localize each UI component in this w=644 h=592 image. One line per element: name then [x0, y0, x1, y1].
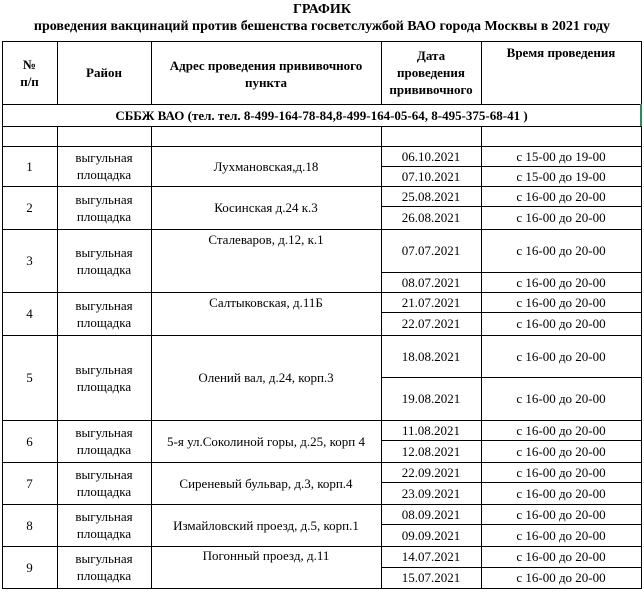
table-border [2, 104, 3, 126]
table-border [381, 482, 642, 483]
document-subtitle: проведения вакцинаций против бешенства госветслужбой ВАО города Москвы в 2021 году [33, 19, 611, 34]
row-num: 9 [26, 559, 33, 575]
row-address: Сталеваров, д.12, к.1 [208, 232, 324, 247]
table-border [2, 292, 642, 293]
row-district: выгульная площадка [75, 361, 133, 394]
table-border [2, 504, 642, 505]
table-border [381, 567, 642, 568]
table-border [381, 524, 642, 525]
row-time: с 16-00 до 20-00 [516, 210, 606, 225]
row-district: выгульная площадка [75, 191, 133, 224]
table-border [2, 104, 642, 105]
row-num: 8 [26, 517, 33, 533]
row-num: 7 [26, 475, 33, 491]
table-border [2, 420, 642, 421]
table-border [641, 126, 642, 589]
row-time: с 16-00 до 20-00 [516, 506, 606, 522]
row-time: с 16-00 до 20-00 [516, 422, 606, 438]
section-title: СББЖ ВАО (тел. тел. 8-499-164-78-84,8-499-164-05-64, 8-495-375-68-41 ) [115, 107, 528, 123]
row-district: выгульная площадка [75, 244, 133, 277]
table-border [381, 126, 382, 589]
table-border [2, 335, 642, 336]
table-border [381, 272, 642, 273]
table-border [381, 206, 642, 207]
row-time: с 16-00 до 20-00 [516, 527, 606, 543]
table-border [381, 41, 382, 104]
row-district: выгульная площадка [75, 297, 133, 330]
row-address: Косинская д.24 к.3 [214, 200, 318, 215]
row-district: выгульная площадка [75, 425, 133, 457]
row-date: 09.09.2021 [401, 527, 461, 543]
table-border [2, 588, 642, 589]
table-border [151, 41, 152, 104]
row-district: выгульная площадка [75, 150, 133, 182]
row-date: 07.07.2021 [401, 243, 461, 258]
header-address: Адрес проведения прививочного пункта [169, 58, 363, 90]
row-address: Олений вал, д.24, корп.3 [198, 370, 334, 385]
row-time: с 16-00 до 20-00 [516, 570, 606, 585]
row-time: с 16-00 до 20-00 [516, 464, 606, 480]
table-border [2, 41, 642, 42]
row-time: с 16-00 до 20-00 [516, 443, 606, 459]
row-time: с 16-00 до 20-00 [516, 549, 606, 564]
row-time: с 15-00 до 19-00 [516, 168, 606, 184]
row-district: выгульная площадка [75, 467, 133, 499]
row-num: 1 [26, 158, 33, 174]
row-address: Погонный проезд, д.11 [202, 548, 330, 563]
document-title: ГРАФИК [293, 2, 351, 17]
row-date: 06.10.2021 [401, 148, 461, 164]
table-border [2, 126, 3, 589]
row-time: с 16-00 до 20-00 [516, 294, 606, 310]
table-border [2, 146, 642, 147]
row-address: Салтыковская, д.11Б [209, 295, 323, 310]
row-time: с 16-00 до 20-00 [516, 274, 606, 290]
table-border [151, 126, 152, 589]
row-date: 14.07.2021 [401, 549, 461, 564]
table-border [381, 166, 642, 167]
row-date: 22.09.2021 [401, 464, 461, 480]
row-date: 15.07.2021 [401, 570, 461, 585]
row-time: с 16-00 до 20-00 [516, 243, 606, 258]
header-time: Время проведения [506, 45, 616, 60]
row-date: 07.10.2021 [401, 168, 461, 184]
header-date: Дата проведения прививочного [389, 48, 473, 97]
header-num: № п/п [20, 56, 39, 89]
row-district: выгульная площадка [75, 509, 133, 541]
row-num: 3 [26, 253, 33, 268]
table-border [2, 462, 642, 463]
cell-selection-marker [640, 104, 642, 126]
row-time: с 16-00 до 20-00 [516, 485, 606, 501]
row-time: с 16-00 до 20-00 [516, 348, 606, 364]
row-address: Измайловский проезд, д.5, корп.1 [173, 517, 359, 533]
table-border [641, 41, 642, 104]
row-num: 4 [26, 306, 33, 321]
table-border [57, 126, 58, 589]
table-border [57, 41, 58, 104]
row-num: 5 [26, 370, 33, 385]
row-num: 2 [26, 200, 33, 215]
row-district: выгульная площадка [75, 551, 133, 583]
row-date: 08.07.2021 [401, 274, 461, 290]
row-time: с 15-00 до 19-00 [516, 148, 606, 164]
row-date: 22.07.2021 [401, 316, 461, 331]
row-address: Лухмановская,д.18 [213, 158, 319, 174]
table-border [2, 229, 642, 230]
table-border [2, 186, 642, 187]
row-date: 23.09.2021 [401, 485, 461, 501]
table-border [381, 377, 642, 378]
table-border [381, 440, 642, 441]
row-time: с 16-00 до 20-00 [516, 391, 606, 406]
row-date: 11.08.2021 [401, 422, 461, 438]
table-border [481, 41, 482, 104]
row-date: 12.08.2021 [401, 443, 461, 459]
table-border [2, 126, 642, 127]
row-date: 26.08.2021 [401, 210, 461, 225]
row-time: с 16-00 до 20-00 [516, 188, 606, 204]
row-date: 08.09.2021 [401, 506, 461, 522]
row-date: 21.07.2021 [401, 294, 461, 310]
table-border [481, 126, 482, 589]
row-num: 6 [26, 433, 33, 449]
header-district: Район [86, 65, 122, 80]
row-address: Сиреневый бульвар, д.3, корп.4 [179, 475, 353, 491]
table-border [381, 312, 642, 313]
table-border [2, 41, 3, 104]
row-address: 5-я ул.Соколиной горы, д.25, корп 4 [167, 433, 365, 449]
row-time: с 16-00 до 20-00 [516, 316, 606, 331]
row-date: 25.08.2021 [401, 188, 461, 204]
row-date: 18.08.2021 [401, 348, 461, 364]
table-border [2, 546, 642, 547]
row-date: 19.08.2021 [401, 391, 461, 406]
